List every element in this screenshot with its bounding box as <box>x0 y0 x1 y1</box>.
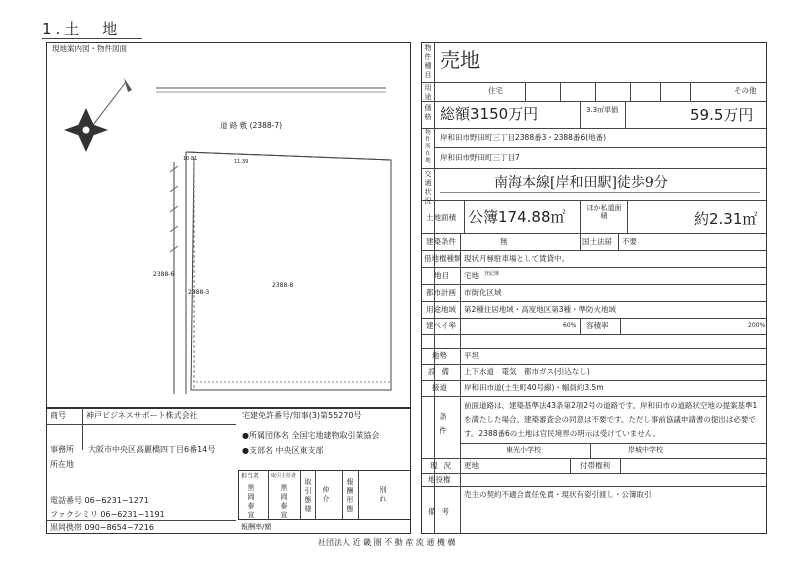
row-line <box>421 250 767 251</box>
remarks-value: 売主の契約不適合責任免責・現状有姿引渡し・公簿取引 <box>464 490 652 499</box>
divider <box>580 101 581 128</box>
divider <box>46 424 236 425</box>
phone-number: 電話番号 06−6231−1271 <box>50 496 149 505</box>
divider <box>580 233 581 250</box>
far-value: 200% <box>748 322 766 329</box>
divider <box>618 233 619 250</box>
divider <box>46 520 236 521</box>
row-line <box>421 101 767 102</box>
land-cat-value: 宅地 <box>464 271 479 280</box>
divider <box>627 200 628 233</box>
divider <box>625 101 626 128</box>
row-line <box>421 334 767 335</box>
incidental-label: 付帯権利 <box>580 461 610 470</box>
divider <box>460 233 461 534</box>
stamp-value-1: 黒岡泰宣 <box>247 484 255 519</box>
zoning-value: 第2種住居地域・高度地区第3種・準防火地域 <box>464 305 617 314</box>
north-arrow-icon <box>64 78 132 152</box>
facility-label: 設備 <box>428 367 455 376</box>
association-name: ●所属団体名 全国宅地建物取引業協会 <box>242 431 380 440</box>
site-plan-drawing <box>46 42 411 408</box>
footer-text: 社団法人 近 畿 圏 不 動 産 流 通 機 構 <box>318 538 456 547</box>
price-total: 総額3150万円 <box>440 105 539 123</box>
location-label: 物件所在地 <box>425 130 431 164</box>
divider <box>464 200 465 233</box>
divider <box>560 82 561 101</box>
row-line <box>421 380 767 381</box>
easement-label: 地役権 <box>428 475 451 484</box>
row-line <box>421 396 767 397</box>
unit-price-value: 59.5万円 <box>690 106 754 124</box>
lot-label-center: 2388-8 <box>272 282 294 289</box>
row-line <box>421 284 767 285</box>
heading-underline <box>42 38 142 39</box>
row-line <box>421 458 767 459</box>
stamp-header-3: 取引態様 <box>304 478 312 513</box>
divider <box>358 470 359 520</box>
divider <box>590 443 591 458</box>
divider <box>300 470 301 520</box>
facility-value: 上下水道 電気 都市ガス(引込なし) <box>464 367 590 376</box>
divider <box>620 458 621 473</box>
divider <box>580 318 581 334</box>
access-label: 接道 <box>432 383 447 392</box>
fax-number: ファクシミリ 06−6231−1191 <box>50 510 165 519</box>
mobile-number: 黒岡携帯 090−8654−7216 <box>50 523 154 532</box>
trade-name: 神戸ビジネスサポート株式会社 <box>86 411 198 420</box>
conditions-label: 条件 <box>439 412 447 435</box>
divider <box>660 82 661 101</box>
use-value: 住宅 <box>488 86 503 95</box>
transport-label: 交通状況 <box>424 170 432 205</box>
row-line <box>421 318 767 319</box>
page-heading: 1.土 地 <box>42 20 122 38</box>
zoning-label: 用途地域 <box>426 305 456 314</box>
stamp-value-2: 黒岡泰宣 <box>280 484 288 519</box>
divider <box>690 82 691 101</box>
type-label: 物件種目 <box>424 44 432 79</box>
use-other: その他 <box>734 86 757 95</box>
divider <box>342 470 343 520</box>
row-line <box>421 267 767 268</box>
unit-price-label: 3.3㎡単価 <box>586 106 619 114</box>
school-1: 東光小学校 <box>506 446 541 454</box>
transport-underline <box>440 192 760 193</box>
row-line <box>421 168 767 169</box>
divider <box>82 408 83 450</box>
row-line <box>421 233 767 234</box>
approx-area-value: 約2.31㎡ <box>694 210 758 228</box>
trade-name-label: 商号 <box>50 411 66 420</box>
map-caption: 現地案内図・物件図面 <box>52 44 127 53</box>
row-line <box>421 82 767 83</box>
row-line <box>460 443 767 444</box>
access-value: 岸和田市道(土生町40号線)・幅員約3.5m <box>464 383 604 392</box>
divider <box>580 200 581 233</box>
road-label: 道 路 敷 (2388-7) <box>220 121 283 130</box>
use-label: 用途 <box>424 84 432 101</box>
bcr-value: 60% <box>563 322 577 329</box>
school-2: 岸城中学校 <box>628 446 663 454</box>
nla-label: 国土法届 <box>582 237 612 246</box>
branch-name: ●支部名 中央区東支部 <box>242 446 324 455</box>
lease-label: 借地権種類 <box>424 254 462 263</box>
status-value: 更地 <box>464 461 479 470</box>
bcr-label: 建ぺイ率 <box>426 321 456 330</box>
lot-label-left: 2388-6 <box>153 271 175 278</box>
lot-label-mid: 2388-3 <box>188 289 210 296</box>
type-value: 売地 <box>440 48 480 72</box>
row-line <box>421 364 767 365</box>
divider <box>268 470 269 520</box>
status-label: 現況 <box>430 461 457 470</box>
conditions-text: 前面道路は、建築基準法43条第2項2号の道路です。岸和田市の道路状空地の提案基準1を満たした場合、建築審査会の同意は不要です。ただし事前協議申請書の提出は必要です。2388番6の土地は官民境界の明示は受けていません。 <box>464 401 758 438</box>
location-line-1: 岸和田市野田町三丁目2388番3・2388番6(地番) <box>440 133 607 142</box>
stamp-header-4: 報酬形態 <box>346 478 354 513</box>
row-line <box>434 147 767 148</box>
building-cond-value: 無 <box>500 237 508 246</box>
divider <box>595 82 596 101</box>
stamp-header-1: 担当者 <box>241 473 260 480</box>
office-label: 事務所 <box>50 445 74 454</box>
license-number: 宅建免許番号/知事(3)第55270号 <box>242 411 362 420</box>
divider <box>620 318 621 334</box>
row-line <box>421 301 767 302</box>
city-plan-label: 都市計画 <box>426 288 456 297</box>
lease-value: 現状月極駐車場として賃貸中。 <box>464 254 569 263</box>
nla-value: 不要 <box>622 237 637 246</box>
dim-top-label: 11.39 <box>234 159 249 165</box>
private-road-label: ほか私道面積 <box>586 204 622 220</box>
stamp-value-3: 仲介 <box>322 486 330 503</box>
remarks-label: 備考 <box>428 507 455 516</box>
price-label: 価格 <box>424 104 432 121</box>
row-line <box>421 486 767 487</box>
location-line-2: 岸和田市野田町三丁目7 <box>440 153 520 162</box>
land-cat-label: 地目 <box>434 271 449 280</box>
land-cat-note: 登記簿 <box>484 271 500 277</box>
row-line <box>421 128 767 129</box>
divider <box>630 82 631 101</box>
stamp-header-5: 別れ <box>379 486 387 503</box>
row-line <box>421 473 767 474</box>
building-cond-label: 建築条件 <box>426 237 456 246</box>
terrain-label: 地勢 <box>432 351 447 360</box>
city-plan-value: 市街化区域 <box>464 288 502 297</box>
land-area-label: 土地面積 <box>426 213 456 222</box>
divider <box>570 458 571 473</box>
land-area-value: 公簿174.88㎡ <box>468 208 566 226</box>
divider <box>525 82 526 101</box>
row-line <box>421 348 767 349</box>
divider <box>315 470 316 520</box>
location-label: 所在地 <box>50 460 74 469</box>
transport-value: 南海本線[岸和田駅]徒歩9分 <box>494 175 668 191</box>
office-address: 大阪市中央区高麗橋四丁目6番14号 <box>88 445 216 454</box>
terrain-value: 平坦 <box>464 351 479 360</box>
far-label: 容積率 <box>586 321 609 330</box>
fee-label: 報酬率/額 <box>241 523 272 531</box>
dim-left-label: 10.81 <box>183 156 198 162</box>
stamp-header-2: 取引主任者 <box>271 473 297 479</box>
row-line <box>421 200 767 201</box>
